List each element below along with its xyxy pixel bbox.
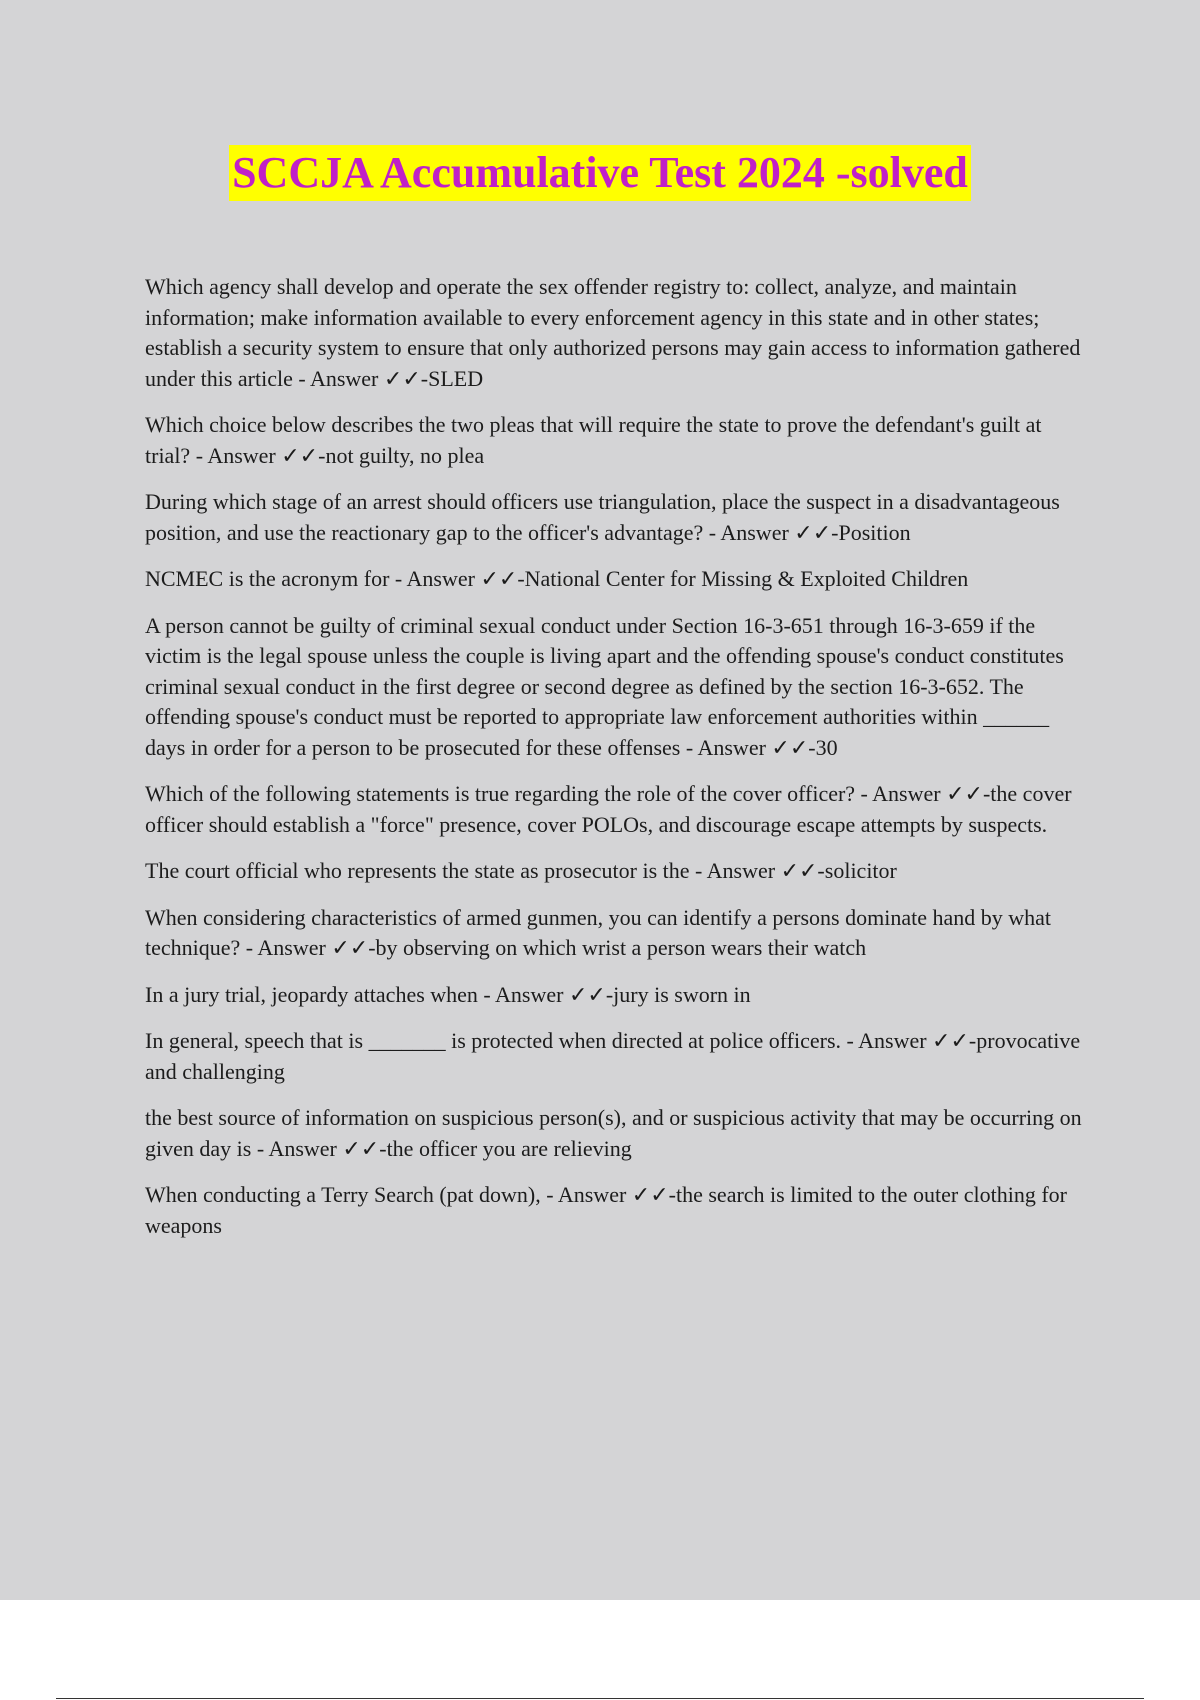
answer-text: not guilty, no plea (325, 442, 485, 468)
answer-text: the officer you are relieving (386, 1135, 632, 1161)
page-divider (56, 1698, 1144, 1699)
document-title: SCCJA Accumulative Test 2024 -solved (229, 145, 971, 201)
question-text: A person cannot be guilty of criminal sexual conduct under Section 16-3-651 through 16-3-659 if the victim is the legal spouse unless the couple is living apart and the offending spouse's conduct constitutes criminal sexual conduct in the first degree or second degree as defined by the section 16-3-652. The offending spouse's conduct must be reported to appropriate law enforcement authorities within ______ days in order for a person to be prosecuted for these offenses - (145, 612, 1064, 760)
qa-item (145, 980, 1090, 1011)
qa-item (145, 564, 1090, 595)
answer-label: Answer ✓✓- (495, 981, 614, 1007)
qa-item (145, 1180, 1090, 1241)
question-text: When considering characteristics of armed gunmen, you can identify a persons dominate hand by what technique? - (145, 904, 1051, 960)
answer-label: Answer ✓✓- (697, 734, 816, 760)
answer-label: Answer ✓✓- (268, 1135, 387, 1161)
qa-item (145, 1103, 1090, 1164)
qa-item (145, 1026, 1090, 1087)
qa-item (145, 779, 1090, 840)
answer-text: Position (838, 519, 911, 545)
answer-label: Answer ✓✓- (309, 365, 429, 391)
answer-label: Answer ✓✓- (406, 566, 525, 591)
answer-text: SLED (428, 365, 484, 391)
answer-text: provocative and challenging (145, 1028, 1081, 1084)
answer-text: National Center for Missing & Exploited Children (524, 566, 969, 591)
question-text: When conducting a Terry Search (pat down), - (145, 1182, 558, 1207)
answer-text: by observing on which wrist a person wears their watch (375, 935, 867, 960)
question-text: the best source of information on suspicious person(s), and or suspicious activity that may be occurring on given day is - (145, 1105, 1082, 1161)
answer-label: Answer ✓✓- (557, 1182, 676, 1207)
answer-label: Answer ✓✓- (858, 1028, 977, 1053)
answer-text: solicitor (824, 858, 897, 883)
answer-label: Answer ✓✓- (720, 519, 839, 545)
question-text: In general, speech that is _______ is protected when directed at police officers. - (145, 1028, 859, 1053)
qa-item (145, 903, 1090, 964)
answer-text: 30 (815, 734, 838, 760)
question-text: Which agency shall develop and operate the sex offender registry to: collect, analyze, and maintain information; make information available to every enforcement agency in this state and in other states; establish a security system to ensure that only authorized persons may gain access to information gathered under this article - (145, 274, 1081, 391)
question-text: The court official who represents the state as prosecutor is the - (145, 858, 707, 883)
question-text: Which choice below describes the two pleas that will require the state to prove the defendant's guilt at trial? - (145, 412, 1042, 468)
answer-label: Answer ✓✓- (257, 935, 376, 960)
question-text: NCMEC is the acronym for - (145, 566, 407, 591)
answer-label: Answer ✓✓- (207, 442, 326, 468)
question-text: During which stage of an arrest should officers use triangulation, place the suspect in a disadvantageous position, and use the reactionary gap to the officer's advantage? - (145, 489, 1060, 545)
answer-label: Answer ✓✓- (872, 781, 991, 806)
answer-text: the cover officer should establish a "force" presence, cover POLOs, and discourage escape attempts by suspects. (145, 781, 1072, 837)
qa-item (145, 856, 1090, 887)
qa-item (145, 611, 1090, 764)
qa-item (145, 487, 1090, 548)
title-container (0, 145, 1200, 201)
qa-item (145, 410, 1090, 471)
answer-text: jury is sworn in (613, 981, 751, 1007)
qa-list (145, 272, 1090, 1257)
question-text: Which of the following statements is true regarding the role of the cover officer? - (145, 781, 873, 806)
answer-text: the search is limited to the outer clothing for weapons (145, 1182, 1067, 1238)
qa-item (145, 272, 1090, 394)
answer-label: Answer ✓✓- (706, 858, 825, 883)
question-text: In a jury trial, jeopardy attaches when - (145, 981, 496, 1007)
